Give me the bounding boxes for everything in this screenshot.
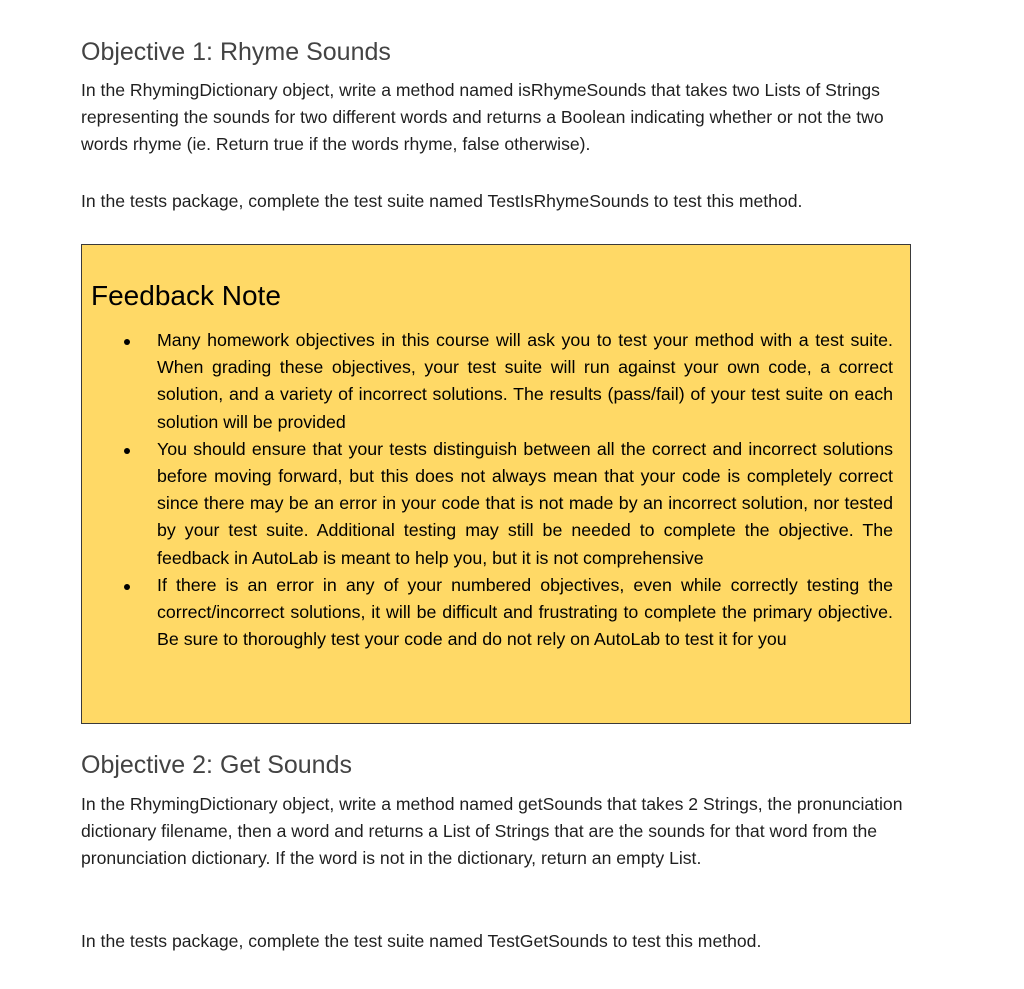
bullet-icon [124,339,130,345]
feedback-note-title: Feedback Note [91,280,281,311]
bullet-icon [124,584,130,590]
feedback-note-list [82,327,902,653]
objective-1-heading: Objective 1: Rhyme Sounds [81,38,391,66]
objective-1-test-instruction: In the tests package, complete the test suite named TestIsRhymeSounds to test this method. [81,191,803,211]
feedback-note-item-text: You should ensure that your tests distinguish between all the correct and incorrect solutions before moving forward, but this does not always mean that your code is completely correct since there may be an error in your code that is not made by an incorrect solution, nor tested by your test suite. Additional testing may still be needed to complete the objective. The feedback in AutoLab is meant to help you, but it is not comprehensive [157,438,893,568]
list-item [82,572,902,654]
list-item [82,436,902,572]
feedback-note-box [81,244,911,724]
objective-2-description: In the RhymingDictionary object, write a method named getSounds that takes 2 Strings, the pronunciation dictionary filename, then a word and returns a List of Strings that are the sounds for that word from the pronunciation dictionary. If the word is not in the dictionary, return an empty List. [81,794,903,869]
bullet-icon [124,448,130,454]
list-item [82,327,902,436]
objective-2-test-instruction: In the tests package, complete the test suite named TestGetSounds to test this method. [81,931,762,951]
feedback-note-item-text: If there is an error in any of your numbered objectives, even while correctly testing the correct/incorrect solutions, it will be difficult and frustrating to complete the primary objective. Be sure to thoroughly test your code and do not rely on AutoLab to test it for you [157,574,893,650]
objective-2-heading: Objective 2: Get Sounds [81,751,352,779]
feedback-note-item-text: Many homework objectives in this course will ask you to test your method with a test suite. When grading these objectives, your test suite will run against your own code, a correct solution, and a variety of incorrect solutions. The results (pass/fail) of your test suite on each solution will be provided [157,330,893,432]
objective-1-description: In the RhymingDictionary object, write a method named isRhymeSounds that takes two Lists of Strings representing the sounds for two different words and returns a Boolean indicating whether or not the two words rhyme (ie. Return true if the words rhyme, false otherwise). [81,80,884,155]
